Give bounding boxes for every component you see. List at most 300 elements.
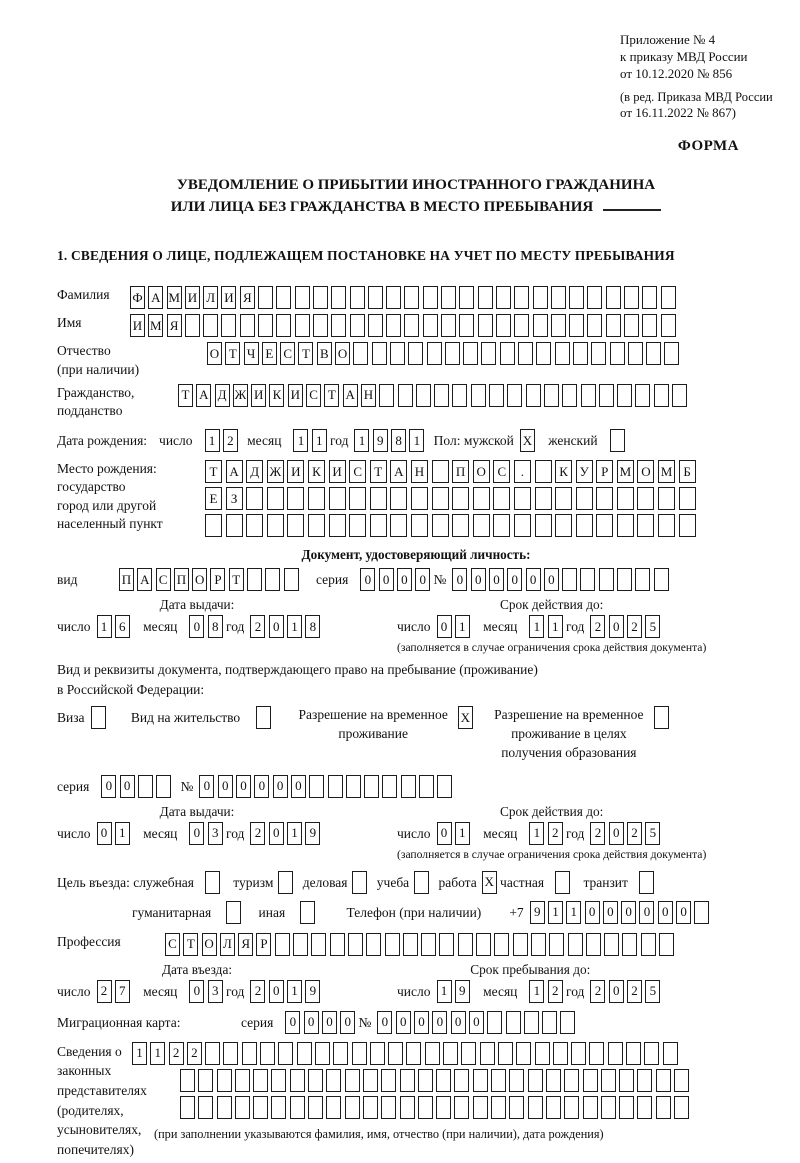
char-cell[interactable] [509,1096,524,1119]
char-cell[interactable]: 2 [627,822,642,845]
char-cell[interactable] [368,314,383,337]
char-cell[interactable] [293,933,308,956]
char-cell[interactable] [276,314,291,337]
char-cell[interactable] [624,314,639,337]
char-cell[interactable] [381,1069,396,1092]
char-cell[interactable] [546,1069,561,1092]
char-cell[interactable]: . [514,460,531,483]
char-cell[interactable] [329,487,346,510]
char-cell[interactable]: Я [167,314,182,337]
char-cell[interactable]: 0 [273,775,288,798]
char-cell[interactable]: Т [229,568,244,591]
char-cell[interactable] [509,1069,524,1092]
char-cell[interactable] [458,933,473,956]
char-cell[interactable]: 0 [676,901,691,924]
char-cell[interactable]: 0 [437,822,452,845]
char-cell[interactable] [637,487,654,510]
char-cell[interactable] [674,1096,689,1119]
char-cell[interactable] [576,514,593,537]
char-cell[interactable]: 0 [437,615,452,638]
char-cell[interactable] [404,286,419,309]
char-cell[interactable] [242,1042,257,1065]
char-cell[interactable]: 0 [97,822,112,845]
char-cell[interactable]: Л [203,286,218,309]
char-cell[interactable] [459,314,474,337]
char-cell[interactable] [275,933,290,956]
char-cell[interactable] [290,1069,305,1092]
char-cell[interactable] [656,1069,671,1092]
char-cell[interactable]: И [288,384,303,407]
char-cell[interactable] [308,514,325,537]
char-cell[interactable] [489,384,504,407]
char-cell[interactable] [432,514,449,537]
char-cell[interactable]: М [148,314,163,337]
char-cell[interactable] [295,314,310,337]
char-cell[interactable] [476,933,491,956]
char-cell[interactable] [535,460,552,483]
char-cell[interactable] [601,1069,616,1092]
char-cell[interactable] [604,933,619,956]
char-cell[interactable]: 0 [236,775,251,798]
char-cell[interactable]: Р [256,933,271,956]
char-cell[interactable] [452,384,467,407]
char-cell[interactable] [390,342,405,365]
char-cell[interactable] [514,286,529,309]
char-cell[interactable] [635,384,650,407]
char-cell[interactable]: М [617,460,634,483]
char-cell[interactable] [524,1011,539,1034]
char-cell[interactable]: Т [298,342,313,365]
char-cell[interactable]: 0 [452,568,467,591]
char-cell[interactable] [496,314,511,337]
char-cell[interactable]: И [251,384,266,407]
char-cell[interactable]: С [165,933,180,956]
char-cell[interactable] [223,1042,238,1065]
char-cell[interactable] [599,568,614,591]
char-cell[interactable] [452,487,469,510]
char-cell[interactable] [309,775,324,798]
char-cell[interactable] [498,1042,513,1065]
char-cell[interactable] [278,871,293,894]
char-cell[interactable]: 0 [269,822,284,845]
char-cell[interactable]: 0 [609,980,624,1003]
char-cell[interactable] [423,314,438,337]
char-cell[interactable] [533,314,548,337]
char-cell[interactable]: Л [220,933,235,956]
char-cell[interactable] [388,1042,403,1065]
char-cell[interactable] [587,286,602,309]
char-cell[interactable]: 0 [101,775,116,798]
char-cell[interactable] [635,568,650,591]
char-cell[interactable] [576,487,593,510]
char-cell[interactable] [390,487,407,510]
char-cell[interactable]: И [287,460,304,483]
char-cell[interactable] [328,775,343,798]
char-cell[interactable] [507,384,522,407]
char-cell[interactable] [348,933,363,956]
char-cell[interactable]: Д [246,460,263,483]
char-cell[interactable] [641,933,656,956]
char-cell[interactable]: 5 [645,822,660,845]
char-cell[interactable] [398,384,413,407]
char-cell[interactable]: М [658,460,675,483]
char-cell[interactable] [404,314,419,337]
char-cell[interactable] [542,1011,557,1034]
char-cell[interactable] [536,342,551,365]
char-cell[interactable] [535,514,552,537]
char-cell[interactable]: У [576,460,593,483]
char-cell[interactable] [346,775,361,798]
char-cell[interactable] [619,1096,634,1119]
char-cell[interactable] [364,775,379,798]
char-cell[interactable]: 1 [548,901,563,924]
char-cell[interactable]: 1 [132,1042,147,1065]
char-cell[interactable] [596,514,613,537]
char-cell[interactable] [408,342,423,365]
char-cell[interactable] [589,1042,604,1065]
char-cell[interactable] [400,1096,415,1119]
char-cell[interactable]: 6 [115,615,130,638]
char-cell[interactable] [546,1096,561,1119]
char-cell[interactable]: 8 [208,615,223,638]
char-cell[interactable] [221,314,236,337]
char-cell[interactable] [441,314,456,337]
char-cell[interactable] [617,487,634,510]
char-cell[interactable] [606,286,621,309]
char-cell[interactable]: 9 [373,429,388,452]
char-cell[interactable] [562,384,577,407]
char-cell[interactable]: 1 [287,980,302,1003]
char-cell[interactable] [246,514,263,537]
char-cell[interactable] [619,1069,634,1092]
char-cell[interactable] [624,286,639,309]
char-cell[interactable]: О [637,460,654,483]
char-cell[interactable] [443,1042,458,1065]
char-cell[interactable] [363,1069,378,1092]
char-cell[interactable] [617,384,632,407]
char-cell[interactable]: Е [205,487,222,510]
char-cell[interactable] [587,314,602,337]
char-cell[interactable] [326,1096,341,1119]
char-cell[interactable] [353,342,368,365]
char-cell[interactable] [205,1042,220,1065]
char-cell[interactable] [581,384,596,407]
char-cell[interactable]: 9 [455,980,470,1003]
char-cell[interactable] [555,871,570,894]
char-cell[interactable] [637,1069,652,1092]
char-cell[interactable]: 0 [322,1011,337,1034]
char-cell[interactable]: 0 [269,615,284,638]
char-cell[interactable] [491,1069,506,1092]
char-cell[interactable]: А [343,384,358,407]
char-cell[interactable] [352,871,367,894]
char-cell[interactable]: 0 [269,980,284,1003]
char-cell[interactable]: Б [679,460,696,483]
char-cell[interactable]: 1 [529,822,544,845]
char-cell[interactable] [478,286,493,309]
char-cell[interactable] [421,933,436,956]
char-cell[interactable] [198,1096,213,1119]
char-cell[interactable] [661,286,676,309]
char-cell[interactable] [514,314,529,337]
char-cell[interactable] [544,384,559,407]
char-cell[interactable] [528,1069,543,1092]
char-cell[interactable] [267,487,284,510]
char-cell[interactable]: 0 [396,1011,411,1034]
char-cell[interactable] [493,514,510,537]
char-cell[interactable]: 0 [451,1011,466,1034]
char-cell[interactable] [473,1096,488,1119]
char-cell[interactable]: Т [183,933,198,956]
char-cell[interactable]: 9 [305,980,320,1003]
char-cell[interactable] [452,514,469,537]
char-cell[interactable]: 1 [287,615,302,638]
char-cell[interactable] [295,286,310,309]
char-cell[interactable] [564,1096,579,1119]
char-cell[interactable]: З [226,487,243,510]
char-cell[interactable] [639,871,654,894]
char-cell[interactable]: 0 [199,775,214,798]
char-cell[interactable] [642,314,657,337]
char-cell[interactable]: Ж [267,460,284,483]
char-cell[interactable] [333,1042,348,1065]
char-cell[interactable] [235,1096,250,1119]
char-cell[interactable]: 8 [305,615,320,638]
char-cell[interactable] [425,1042,440,1065]
char-cell[interactable]: 1 [115,822,130,845]
char-cell[interactable] [656,1096,671,1119]
char-cell[interactable] [290,1096,305,1119]
char-cell[interactable] [363,1096,378,1119]
char-cell[interactable]: Т [324,384,339,407]
char-cell[interactable]: 0 [397,568,412,591]
char-cell[interactable] [549,933,564,956]
char-cell[interactable]: 0 [609,822,624,845]
char-cell[interactable]: 0 [379,568,394,591]
char-cell[interactable] [419,775,434,798]
char-cell[interactable]: С [280,342,295,365]
char-cell[interactable]: И [130,314,145,337]
char-cell[interactable] [385,933,400,956]
char-cell[interactable]: 3 [208,822,223,845]
char-cell[interactable]: 0 [218,775,233,798]
char-cell[interactable]: 5 [645,615,660,638]
char-cell[interactable]: 1 [205,429,220,452]
char-cell[interactable] [562,568,577,591]
char-cell[interactable] [246,487,263,510]
char-cell[interactable]: 2 [223,429,238,452]
char-cell[interactable]: 2 [250,980,265,1003]
char-cell[interactable] [591,342,606,365]
char-cell[interactable]: Р [596,460,613,483]
char-cell[interactable] [659,933,674,956]
char-cell[interactable] [418,1096,433,1119]
char-cell[interactable]: А [137,568,152,591]
char-cell[interactable]: М [167,286,182,309]
char-cell[interactable]: 1 [312,429,327,452]
char-cell[interactable] [596,487,613,510]
char-cell[interactable] [560,1011,575,1034]
char-cell[interactable]: П [452,460,469,483]
char-cell[interactable]: С [493,460,510,483]
char-cell[interactable] [235,1069,250,1092]
char-cell[interactable]: Т [205,460,222,483]
char-cell[interactable] [599,384,614,407]
char-cell[interactable] [494,933,509,956]
char-cell[interactable] [644,1042,659,1065]
char-cell[interactable] [138,775,153,798]
char-cell[interactable] [260,1042,275,1065]
char-cell[interactable] [330,933,345,956]
char-cell[interactable] [331,286,346,309]
char-cell[interactable] [535,1042,550,1065]
char-cell[interactable] [454,1096,469,1119]
char-cell[interactable] [514,514,531,537]
char-cell[interactable] [297,1042,312,1065]
char-cell[interactable] [403,933,418,956]
char-cell[interactable] [654,568,669,591]
char-cell[interactable] [454,1069,469,1092]
char-cell[interactable] [416,384,431,407]
char-cell[interactable] [473,514,490,537]
char-cell[interactable]: 1 [455,615,470,638]
char-cell[interactable] [555,514,572,537]
char-cell[interactable] [331,314,346,337]
char-cell[interactable] [518,342,533,365]
char-cell[interactable] [463,342,478,365]
char-cell[interactable] [349,487,366,510]
char-cell[interactable]: Р [210,568,225,591]
char-cell[interactable]: 0 [489,568,504,591]
char-cell[interactable] [411,487,428,510]
char-cell[interactable]: 2 [250,615,265,638]
char-cell[interactable] [439,933,454,956]
char-cell[interactable]: 1 [287,822,302,845]
char-cell[interactable] [432,460,449,483]
char-cell[interactable]: Ф [130,286,145,309]
char-cell[interactable] [284,568,299,591]
char-cell[interactable] [586,933,601,956]
char-cell[interactable] [487,1011,502,1034]
char-cell[interactable] [226,514,243,537]
char-cell[interactable]: О [335,342,350,365]
char-cell[interactable] [300,901,315,924]
char-cell[interactable]: Т [225,342,240,365]
char-cell[interactable] [265,568,280,591]
char-cell[interactable] [406,1042,421,1065]
char-cell[interactable]: 5 [645,980,660,1003]
char-cell[interactable] [459,286,474,309]
char-cell[interactable] [379,384,394,407]
char-cell[interactable]: С [156,568,171,591]
char-cell[interactable]: 0 [507,568,522,591]
char-cell[interactable]: Ж [233,384,248,407]
char-cell[interactable] [606,314,621,337]
char-cell[interactable]: 0 [304,1011,319,1034]
char-cell[interactable] [411,514,428,537]
char-cell[interactable] [180,1096,195,1119]
char-cell[interactable]: 0 [639,901,654,924]
char-cell[interactable] [551,314,566,337]
char-cell[interactable]: X [482,871,497,894]
char-cell[interactable] [156,775,171,798]
char-cell[interactable] [366,933,381,956]
char-cell[interactable] [287,514,304,537]
char-cell[interactable] [91,706,106,729]
char-cell[interactable] [679,514,696,537]
char-cell[interactable] [350,314,365,337]
char-cell[interactable] [646,342,661,365]
char-cell[interactable]: 0 [414,1011,429,1034]
char-cell[interactable] [267,514,284,537]
char-cell[interactable] [247,568,262,591]
char-cell[interactable] [551,286,566,309]
char-cell[interactable] [311,933,326,956]
char-cell[interactable] [535,487,552,510]
char-cell[interactable] [352,1042,367,1065]
char-cell[interactable] [471,384,486,407]
char-cell[interactable]: 1 [97,615,112,638]
char-cell[interactable] [432,487,449,510]
char-cell[interactable] [414,871,429,894]
char-cell[interactable]: 1 [548,615,563,638]
char-cell[interactable] [382,775,397,798]
char-cell[interactable] [672,384,687,407]
char-cell[interactable] [553,1042,568,1065]
char-cell[interactable]: 2 [548,822,563,845]
char-cell[interactable] [637,514,654,537]
char-cell[interactable]: 2 [548,980,563,1003]
char-cell[interactable] [271,1096,286,1119]
char-cell[interactable]: 2 [627,615,642,638]
char-cell[interactable]: К [308,460,325,483]
char-cell[interactable]: Т [370,460,387,483]
char-cell[interactable] [571,1042,586,1065]
char-cell[interactable] [253,1096,268,1119]
char-cell[interactable]: 0 [585,901,600,924]
char-cell[interactable]: 0 [621,901,636,924]
char-cell[interactable] [664,342,679,365]
char-cell[interactable] [313,286,328,309]
char-cell[interactable]: X [520,429,535,452]
char-cell[interactable] [564,1069,579,1092]
char-cell[interactable]: 2 [169,1042,184,1065]
char-cell[interactable]: Т [178,384,193,407]
char-cell[interactable] [386,314,401,337]
char-cell[interactable] [461,1042,476,1065]
char-cell[interactable] [276,286,291,309]
char-cell[interactable]: Я [238,933,253,956]
char-cell[interactable] [217,1069,232,1092]
char-cell[interactable] [258,314,273,337]
char-cell[interactable] [473,1069,488,1092]
char-cell[interactable] [271,1069,286,1092]
char-cell[interactable]: 2 [590,822,605,845]
char-cell[interactable] [434,384,449,407]
char-cell[interactable] [368,286,383,309]
char-cell[interactable] [226,901,241,924]
char-cell[interactable] [626,1042,641,1065]
char-cell[interactable] [493,487,510,510]
char-cell[interactable] [506,1011,521,1034]
char-cell[interactable] [654,706,669,729]
char-cell[interactable] [516,1042,531,1065]
char-cell[interactable] [386,286,401,309]
char-cell[interactable] [555,487,572,510]
char-cell[interactable] [345,1096,360,1119]
char-cell[interactable] [313,314,328,337]
char-cell[interactable] [608,1042,623,1065]
